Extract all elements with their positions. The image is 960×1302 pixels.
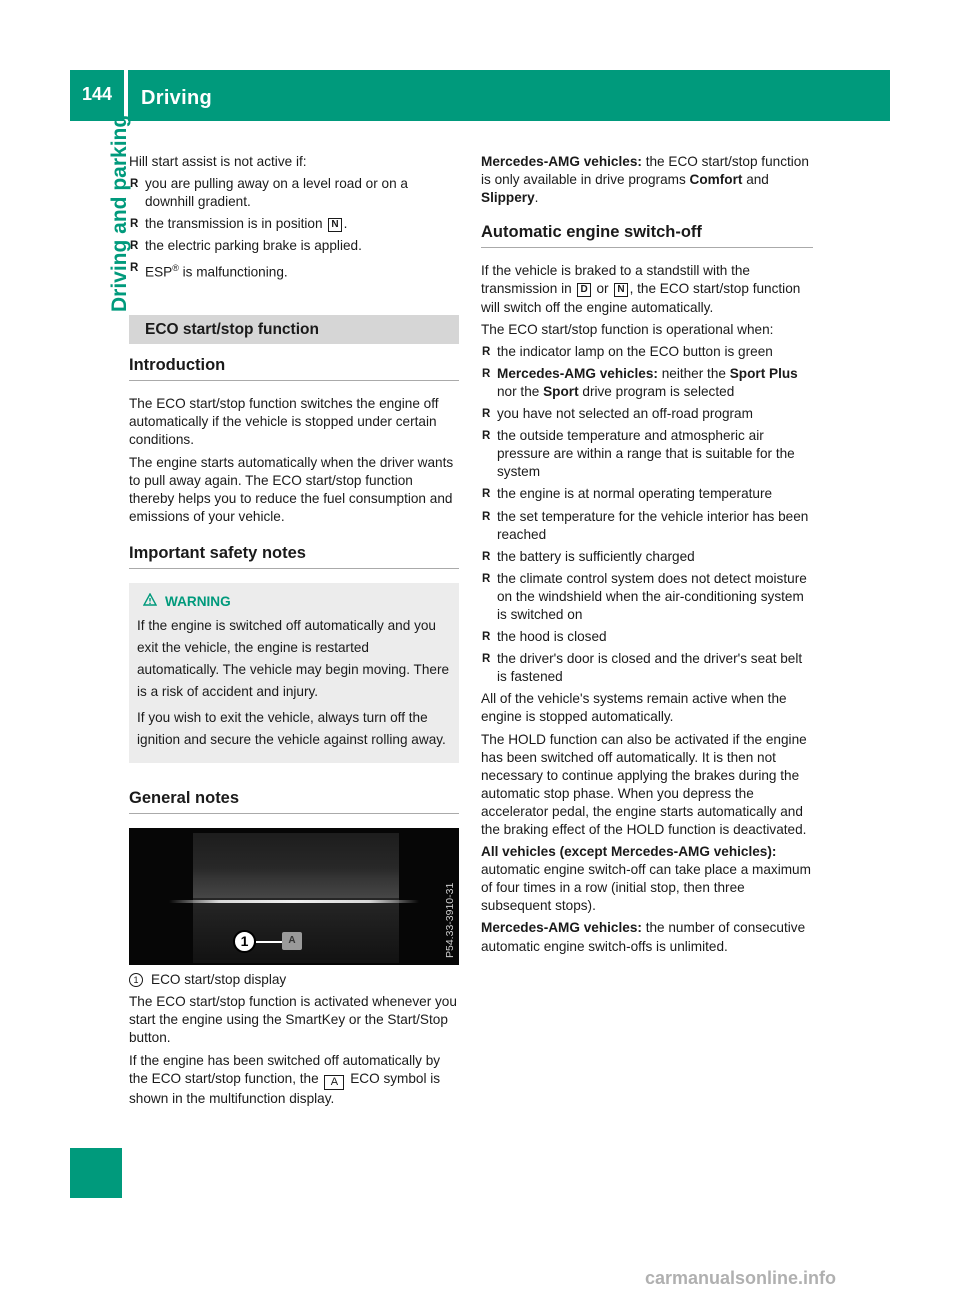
all-vehicles-paragraph: All vehicles (except Mercedes-AMG vehicles): automatic engine switch-off can take place a maximum of four times in a row (initial stop, then three subsequent stops). (481, 844, 811, 914)
eco-display-icon: A (282, 932, 302, 950)
introduction-heading: Introduction (129, 356, 459, 381)
chapter-title: Driving (141, 87, 212, 109)
auto-switch-off-heading: Automatic engine switch-off (481, 223, 813, 248)
systems-active-paragraph: All of the vehicle's systems remain active when the engine is stopped automatically. (481, 691, 787, 725)
display-glow (193, 868, 399, 898)
list-item: R the electric parking brake is applied. (129, 237, 459, 255)
header-divider (124, 70, 128, 121)
left-column (129, 153, 459, 1112)
list-item: R the transmission is in position N . (129, 215, 459, 233)
side-tab-marker (70, 1148, 122, 1198)
gear-n-symbol: N (614, 283, 627, 297)
warning-heading: WARNING (137, 591, 451, 613)
auto-paragraph-1: If the vehicle is braked to a standstill with the transmission in D or N , the ECO start/stop function will switch off the engine automatically. (481, 263, 801, 315)
callout-leader-line (256, 941, 282, 943)
list-item: R the battery is sufficiently charged (481, 548, 813, 566)
figure-code: P54.33-3910-31 (444, 882, 456, 959)
list-item: R the outside temperature and atmospheric air pressure are within a range that is suitable for the system (481, 427, 813, 481)
list-item: R you are pulling away on a level road or on a downhill gradient. (129, 175, 459, 211)
list-item: R Mercedes-AMG vehicles: neither the Sport Plus nor the Sport drive program is selected (481, 365, 813, 401)
list-item: R ESP® is malfunctioning. (129, 259, 459, 282)
page-number: 144 (81, 84, 113, 104)
list-item: R the indicator lamp on the ECO button is green (481, 343, 813, 361)
display-light-line (169, 900, 419, 903)
eco-display-figure (129, 828, 459, 965)
safety-heading: Important safety notes (129, 544, 459, 569)
list-item: R the hood is closed (481, 628, 813, 646)
gear-d-symbol: D (577, 283, 590, 297)
intro-paragraph-2: The engine starts automatically when the driver wants to pull away again. The ECO start/stop function thereby helps you to reduce the fuel consumption and emissions of your vehicle. (129, 454, 454, 524)
right-column (481, 153, 813, 960)
general-paragraph-1: The ECO start/stop function is activated whenever you start the engine using the SmartKey or the Start/Stop button. (129, 994, 457, 1046)
legend-number: 1 (129, 973, 143, 987)
figure-legend: 1 ECO start/stop display (129, 971, 459, 989)
gear-n-symbol: N (328, 218, 341, 232)
list-item: R the engine is at normal operating temperature (481, 485, 813, 503)
footer-watermark: carmanualsonline.info (645, 1268, 837, 1288)
list-item: R the set temperature for the vehicle interior has been reached (481, 508, 813, 544)
eco-section-title: ECO start/stop function (129, 315, 459, 344)
hold-function-paragraph: The HOLD function can also be activated if the engine has been switched off automatically. It is then not necessary to continue applying the brakes during the automatic stop phase. When you depress the accelerator pedal, the engine starts automatically and the braking effect of the HOLD function is deactivated. (481, 731, 807, 837)
list-item: R the climate control system does not detect moisture on the windshield when the air-conditioning system is switched on (481, 570, 813, 624)
amg-drive-programs: Mercedes-AMG vehicles: the ECO start/stop function is only available in drive programs Comfort and Slippery. (481, 154, 809, 206)
general-notes-heading: General notes (129, 789, 459, 814)
warning-box (129, 583, 459, 763)
intro-paragraph-1: The ECO start/stop function switches the engine off automatically if the vehicle is stopped under certain conditions. (129, 396, 439, 448)
list-item: R you have not selected an off-road program (481, 405, 813, 423)
warning-paragraph-2: If you wish to exit the vehicle, always turn off the ignition and secure the vehicle against rolling away. (137, 710, 446, 748)
registered-mark: ® (172, 263, 179, 274)
warning-triangle-icon (143, 591, 157, 613)
figure-callout-1: 1 (233, 930, 256, 953)
amg-unlimited-paragraph: Mercedes-AMG vehicles: the number of consecutive automatic engine switch-offs is unlimited. (481, 920, 806, 954)
warning-paragraph-1: If the engine is switched off automatically and you exit the vehicle, the engine is restarted automatically. The vehicle may begin moving. There is a risk of accident and injury. (137, 618, 450, 700)
side-tab-label: Driving and parking (108, 114, 131, 312)
general-paragraph-2: If the engine has been switched off automatically by the ECO start/stop function, the A ECO symbol is shown in the multifunction display. (129, 1052, 441, 1106)
eco-symbol-icon: A (324, 1075, 344, 1090)
list-item: R the driver's door is closed and the driver's seat belt is fastened (481, 650, 813, 686)
hill-start-intro: Hill start assist is not active if: (129, 154, 307, 169)
auto-paragraph-2: The ECO start/stop function is operational when: (481, 321, 774, 337)
